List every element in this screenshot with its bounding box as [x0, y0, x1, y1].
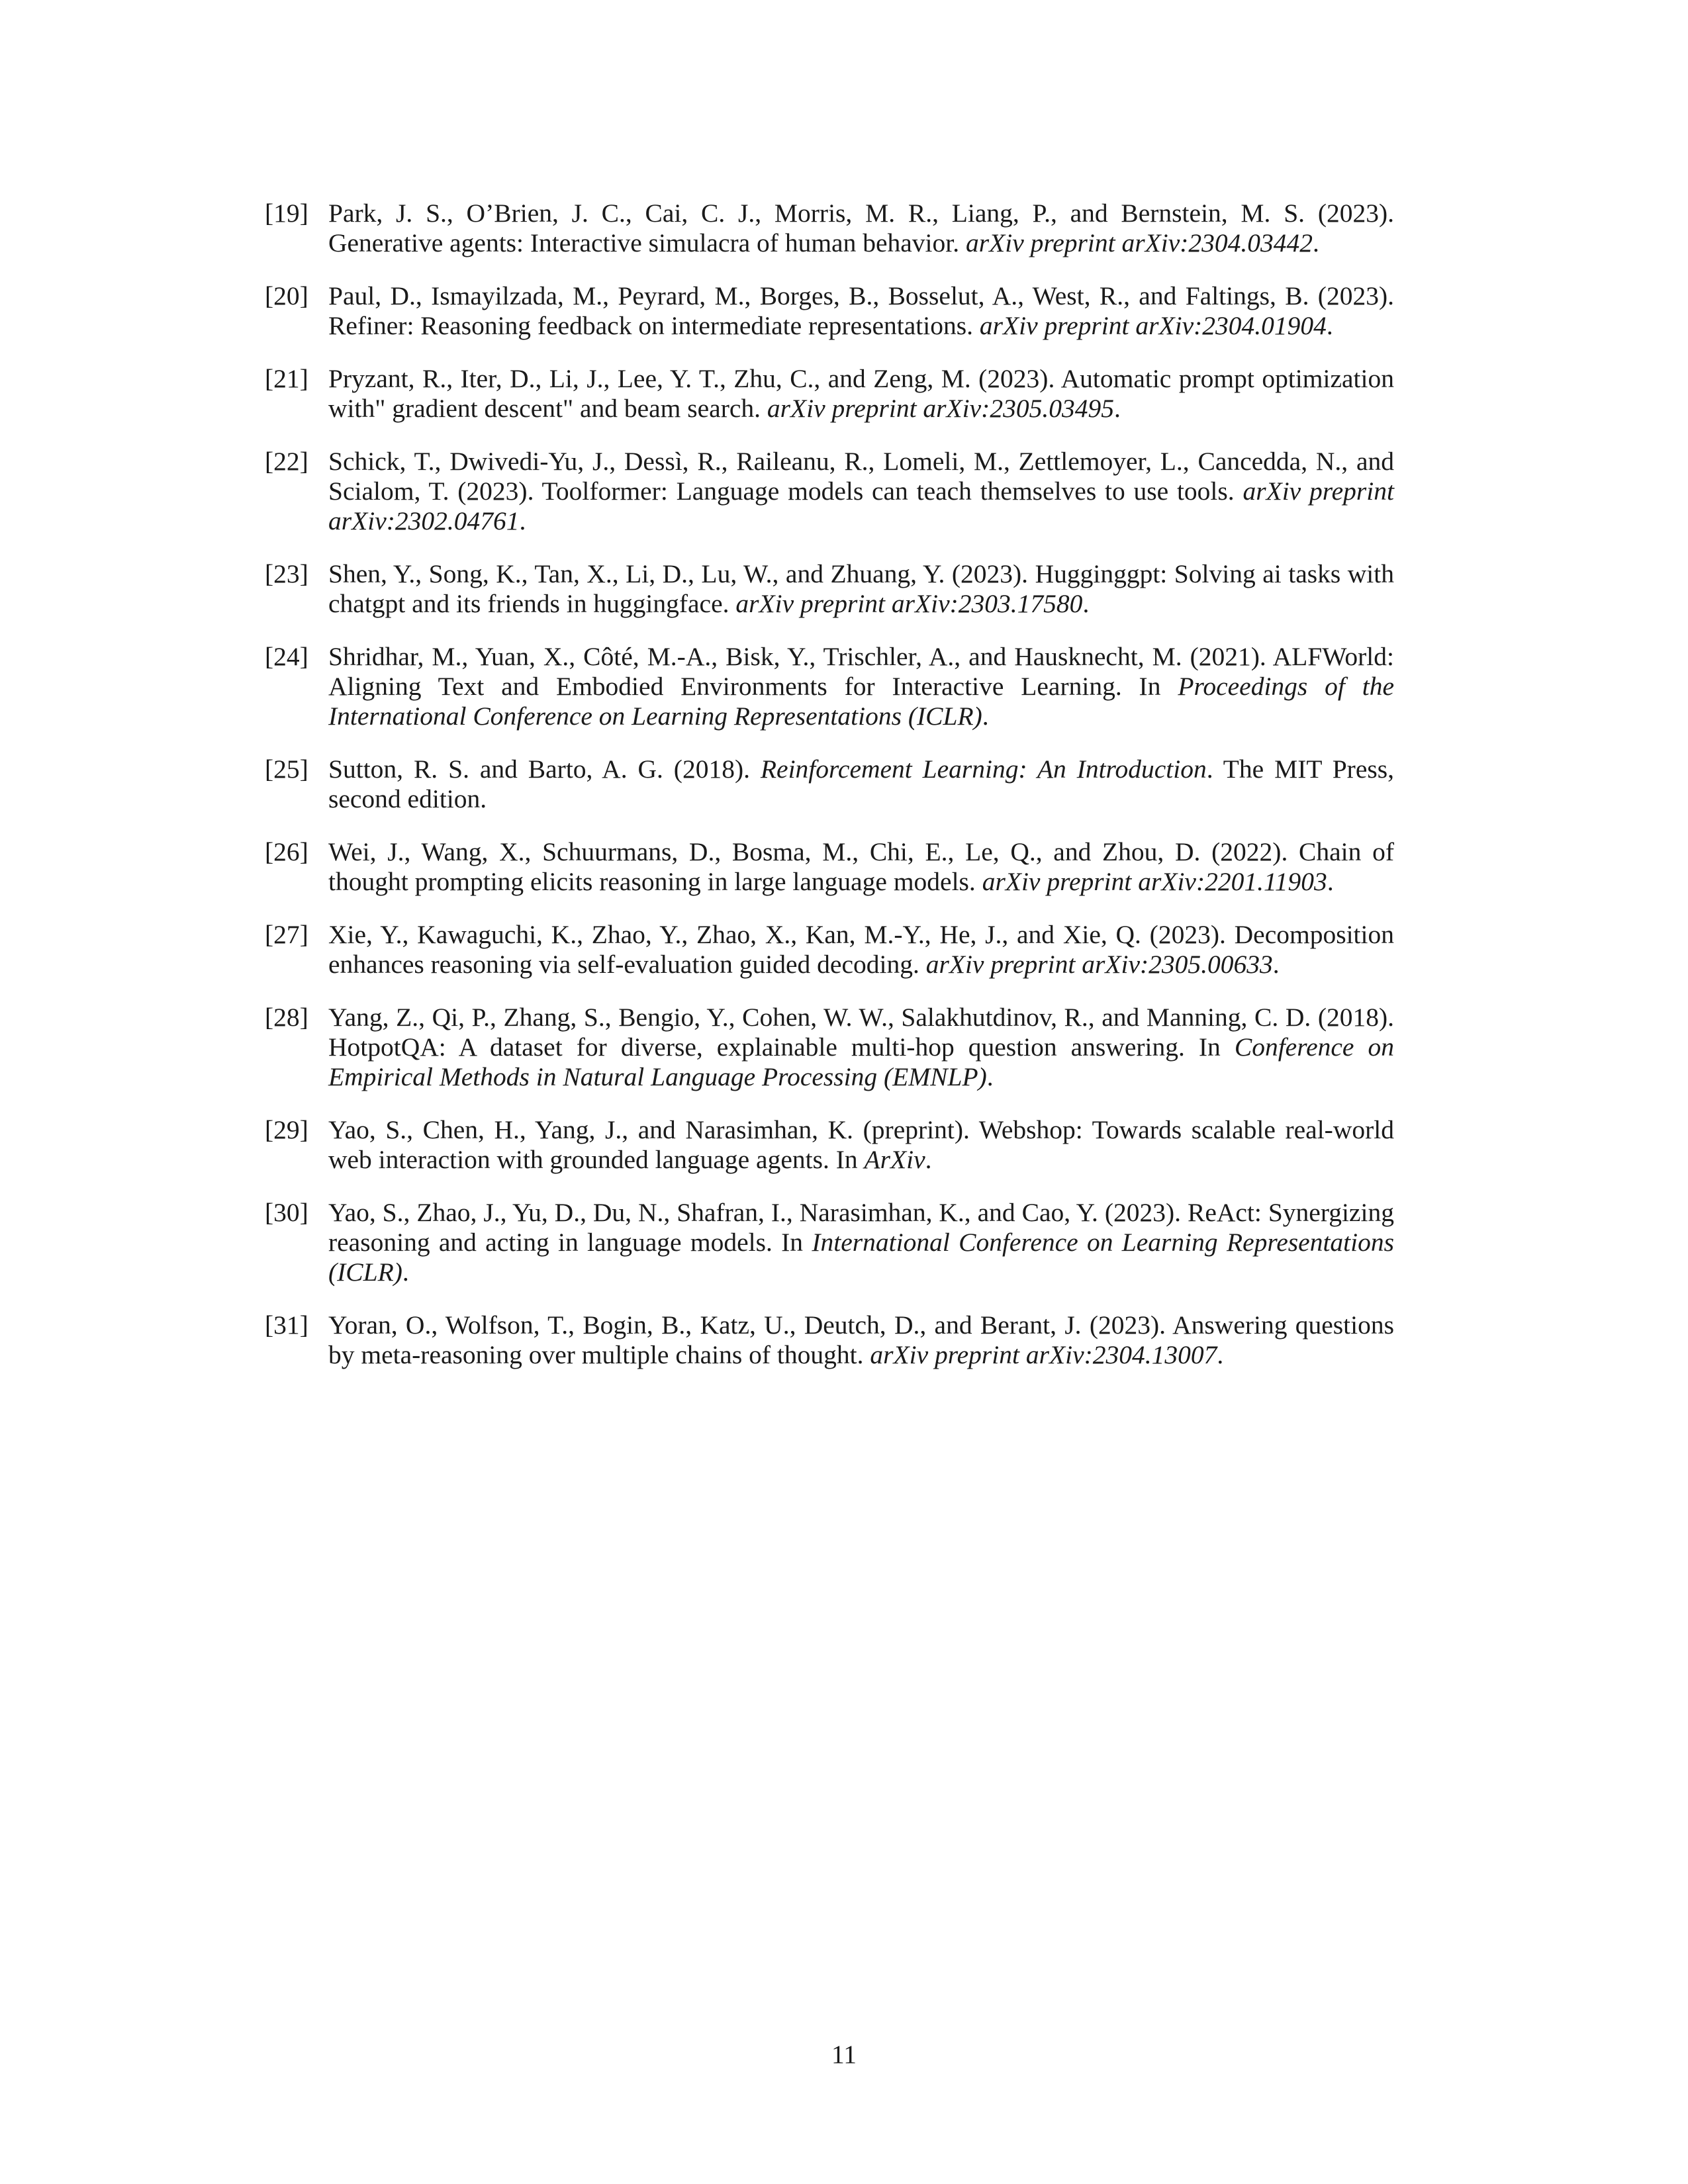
reference-authors-title: Shen, Y., Song, K., Tan, X., Li, D., Lu, W., and Zhuang, Y. (2023). Hugginggpt: Solving ai tasks with chatgpt and its friends in huggingface.	[328, 559, 1394, 618]
reference-venue: Reinforcement Learning: An Introduction	[760, 754, 1207, 784]
reference-list	[265, 199, 1395, 1393]
reference-number: [20]	[265, 281, 308, 310]
reference-tail: .	[1082, 589, 1090, 618]
reference-venue: arXiv preprint arXiv:2305.03495	[767, 394, 1114, 423]
page-number: 11	[831, 2040, 857, 2069]
reference-item-26	[265, 837, 1394, 897]
reference-number: [28]	[265, 1003, 308, 1032]
reference-authors-title: Yoran, O., Wolfson, T., Bogin, B., Katz, U., Deutch, D., and Berant, J. (2023). Answering questions by meta-reasoning over multiple chains of thought.	[328, 1310, 1394, 1369]
reference-number: [27]	[265, 920, 308, 949]
reference-authors-title: Pryzant, R., Iter, D., Li, J., Lee, Y. T., Zhu, C., and Zeng, M. (2023). Automatic prompt optimization with" gradient descent" and beam search.	[328, 364, 1394, 423]
reference-tail: .	[986, 1062, 994, 1091]
reference-tail: .	[1327, 867, 1334, 896]
reference-item-23	[265, 559, 1394, 619]
reference-authors-title: Paul, D., Ismayilzada, M., Peyrard, M., Borges, B., Bosselut, A., West, R., and Faltings, B. (2023). Refiner: Reasoning feedback on intermediate representations.	[328, 281, 1394, 340]
reference-item-20	[265, 281, 1394, 341]
reference-item-29	[265, 1115, 1394, 1175]
reference-item-31	[265, 1310, 1394, 1370]
reference-venue: Proceedings of the International Conference on Learning Representations (ICLR)	[328, 672, 1394, 731]
reference-number: [19]	[265, 199, 308, 228]
reference-item-30	[265, 1198, 1394, 1287]
reference-tail: .	[1313, 228, 1319, 257]
reference-authors-title: Schick, T., Dwivedi-Yu, J., Dessì, R., Raileanu, R., Lomeli, M., Zettlemoyer, L., Cancedda, N., and Scialom, T. (2023). Toolformer: Language models can teach themselves to use tools.	[328, 447, 1394, 506]
reference-venue: arXiv preprint arXiv:2304.01904	[979, 311, 1327, 340]
reference-number: [22]	[265, 447, 308, 476]
reference-item-21	[265, 364, 1394, 424]
reference-venue: arXiv preprint arXiv:2201.11903	[982, 867, 1327, 896]
reference-authors-title: Yang, Z., Qi, P., Zhang, S., Bengio, Y., Cohen, W. W., Salakhutdinov, R., and Manning, C. D. (2018). HotpotQA: A dataset for diverse, explainable multi-hop question answering. In	[328, 1003, 1394, 1062]
reference-number: [23]	[265, 559, 308, 588]
reference-item-24	[265, 642, 1394, 731]
reference-item-28	[265, 1003, 1394, 1092]
reference-venue: Conference on Empirical Methods in Natural Language Processing (EMNLP)	[328, 1032, 1394, 1091]
reference-tail: .	[925, 1145, 932, 1174]
reference-venue: ArXiv	[864, 1145, 925, 1174]
reference-venue: arXiv preprint arXiv:2304.03442	[965, 228, 1313, 257]
reference-item-27	[265, 920, 1394, 979]
reference-authors-title: Wei, J., Wang, X., Schuurmans, D., Bosma, M., Chi, E., Le, Q., and Zhou, D. (2022). Chain of thought prompting elicits reasoning in large language models.	[328, 837, 1394, 896]
reference-item-25	[265, 754, 1394, 814]
reference-tail: .	[402, 1257, 409, 1287]
reference-number: [25]	[265, 754, 308, 784]
reference-authors-title: Yao, S., Zhao, J., Yu, D., Du, N., Shafran, I., Narasimhan, K., and Cao, Y. (2023). ReAct: Synergizing reasoning and acting in language models. In	[328, 1198, 1394, 1257]
reference-venue: arXiv preprint arXiv:2302.04761	[328, 477, 1395, 535]
reference-number: [29]	[265, 1115, 308, 1144]
reference-venue: arXiv preprint arXiv:2305.00633	[925, 950, 1273, 979]
reference-venue: International Conference on Learning Representations (ICLR)	[328, 1228, 1394, 1287]
reference-venue: arXiv preprint arXiv:2303.17580	[735, 589, 1083, 618]
reference-authors-title: Xie, Y., Kawaguchi, K., Zhao, Y., Zhao, X., Kan, M.-Y., He, J., and Xie, Q. (2023). Decomposition enhances reasoning via self-evaluation guided decoding.	[328, 920, 1394, 979]
reference-number: [26]	[265, 837, 308, 866]
reference-authors-title: Park, J. S., O’Brien, J. C., Cai, C. J., Morris, M. R., Liang, P., and Bernstein, M. S. (2023). Generative agents: Interactive simulacra of human behavior.	[328, 199, 1394, 257]
reference-number: [24]	[265, 642, 308, 671]
reference-number: [31]	[265, 1310, 308, 1340]
reference-tail: . The MIT Press, second edition.	[328, 754, 1394, 813]
reference-tail: .	[1113, 394, 1121, 423]
reference-number: [30]	[265, 1198, 308, 1227]
reference-item-19	[265, 199, 1394, 258]
reference-authors-title: Yao, S., Chen, H., Yang, J., and Narasimhan, K. (preprint). Webshop: Towards scalable real-world web interaction with grounded language agents. In	[328, 1115, 1394, 1174]
reference-number: [21]	[265, 364, 308, 393]
reference-tail: .	[1326, 311, 1333, 340]
reference-authors-title: Shridhar, M., Yuan, X., Côté, M.-A., Bisk, Y., Trischler, A., and Hausknecht, M. (2021). ALFWorld: Aligning Text and Embodied Environments for Interactive Learning. In	[328, 642, 1394, 701]
reference-tail: .	[982, 702, 989, 731]
reference-tail: .	[1217, 1340, 1224, 1369]
reference-tail: .	[1272, 950, 1280, 979]
reference-authors-title: Sutton, R. S. and Barto, A. G. (2018).	[328, 754, 761, 784]
reference-item-22	[265, 447, 1395, 536]
reference-venue: arXiv preprint arXiv:2304.13007	[870, 1340, 1217, 1369]
reference-tail: .	[519, 506, 526, 535]
